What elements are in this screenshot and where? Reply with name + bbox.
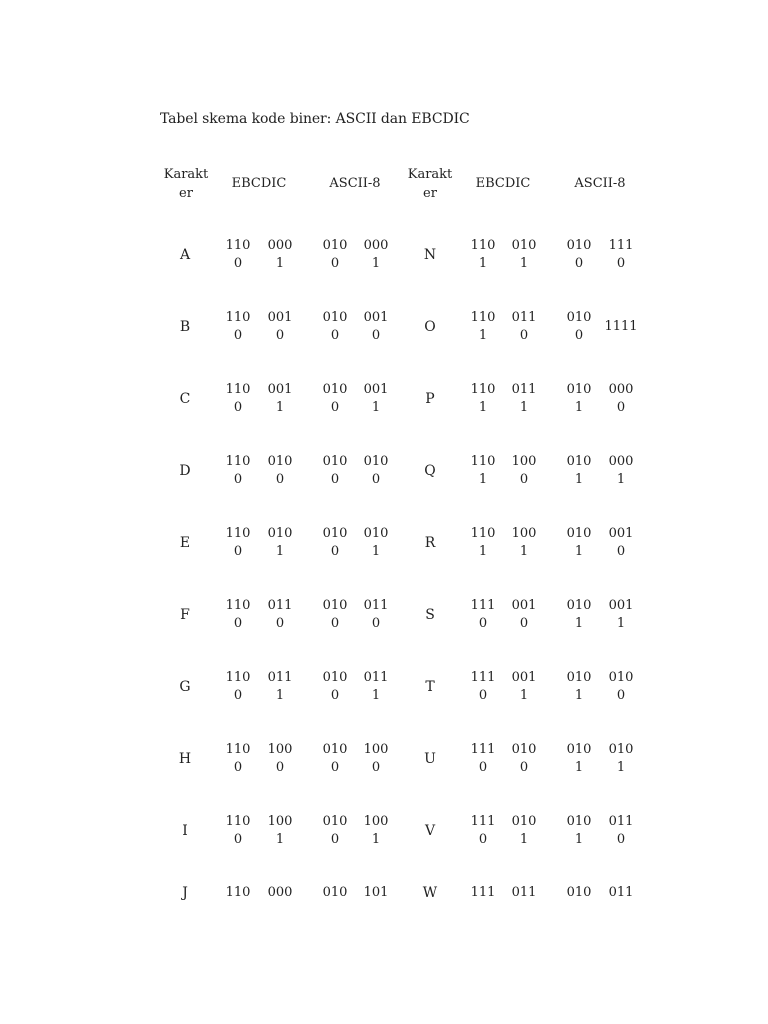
ascii-nibble-cell: 0011 xyxy=(608,598,634,631)
ascii-nibble-cell: 011 xyxy=(608,885,634,900)
ascii-nibble-cell: 0010 xyxy=(363,310,389,343)
header-ascii8-right: ASCII-8 xyxy=(574,176,626,191)
character-cell: N xyxy=(423,247,437,263)
header-ebcdic-left: EBCDIC xyxy=(231,176,287,191)
character-cell: V xyxy=(424,823,436,839)
ascii-nibble-cell: 0100 xyxy=(322,454,348,487)
ebcdic-nibble-cell: 0101 xyxy=(511,238,537,271)
ebcdic-nibble-cell: 0100 xyxy=(511,742,537,775)
character-cell: W xyxy=(422,885,438,901)
ebcdic-nibble-cell: 1101 xyxy=(470,526,496,559)
ebcdic-nibble-cell: 0010 xyxy=(511,598,537,631)
character-cell: Q xyxy=(424,463,436,479)
character-cell: C xyxy=(179,391,191,407)
ascii-nibble-cell: 0100 xyxy=(608,670,634,703)
header-karakter-right: Karakter xyxy=(407,167,453,201)
ascii-nibble-cell: 0100 xyxy=(322,670,348,703)
ebcdic-nibble-cell: 1000 xyxy=(511,454,537,487)
ebcdic-nibble-cell: 1101 xyxy=(470,382,496,415)
ascii-nibble-cell: 010 xyxy=(322,885,348,900)
ebcdic-nibble-cell: 1100 xyxy=(225,382,251,415)
character-cell: P xyxy=(425,391,435,407)
ebcdic-nibble-cell: 1000 xyxy=(267,742,293,775)
ebcdic-nibble-cell: 1101 xyxy=(470,454,496,487)
header-ebcdic-right: EBCDIC xyxy=(475,176,531,191)
ebcdic-nibble-cell: 1110 xyxy=(470,670,496,703)
ascii-nibble-cell: 1110 xyxy=(608,238,634,271)
ebcdic-nibble-cell: 0100 xyxy=(267,454,293,487)
ebcdic-nibble-cell: 0101 xyxy=(511,814,537,847)
ebcdic-nibble-cell: 0101 xyxy=(267,526,293,559)
ebcdic-nibble-cell: 1001 xyxy=(267,814,293,847)
ebcdic-nibble-cell: 0111 xyxy=(267,670,293,703)
ascii-nibble-cell: 1111 xyxy=(604,319,638,334)
character-cell: D xyxy=(179,463,191,479)
ascii-nibble-cell: 0000 xyxy=(608,382,634,415)
character-cell: I xyxy=(182,823,188,839)
ascii-nibble-cell: 1001 xyxy=(363,814,389,847)
ebcdic-nibble-cell: 1100 xyxy=(225,742,251,775)
ebcdic-nibble-cell: 0011 xyxy=(267,382,293,415)
ascii-nibble-cell: 0100 xyxy=(363,454,389,487)
ebcdic-nibble-cell: 1110 xyxy=(470,814,496,847)
ascii-nibble-cell: 0100 xyxy=(566,238,592,271)
ascii-nibble-cell: 0001 xyxy=(608,454,634,487)
ebcdic-nibble-cell: 1101 xyxy=(470,238,496,271)
ascii-nibble-cell: 0110 xyxy=(608,814,634,847)
character-cell: H xyxy=(178,751,192,767)
ascii-nibble-cell: 0001 xyxy=(363,238,389,271)
ebcdic-nibble-cell: 0111 xyxy=(511,382,537,415)
ascii-nibble-cell: 010 xyxy=(566,885,592,900)
ebcdic-nibble-cell: 110 xyxy=(225,885,251,900)
character-cell: S xyxy=(425,607,435,623)
ascii-nibble-cell: 0010 xyxy=(608,526,634,559)
page-title: Tabel skema kode biner: ASCII dan EBCDIC xyxy=(160,111,470,127)
ebcdic-nibble-cell: 1100 xyxy=(225,598,251,631)
ebcdic-nibble-cell: 0110 xyxy=(511,310,537,343)
ebcdic-nibble-cell: 1110 xyxy=(470,742,496,775)
character-cell: B xyxy=(179,319,191,335)
ascii-nibble-cell: 0101 xyxy=(566,526,592,559)
ascii-nibble-cell: 0100 xyxy=(322,310,348,343)
ascii-nibble-cell: 0100 xyxy=(322,526,348,559)
ascii-nibble-cell: 0100 xyxy=(322,598,348,631)
ebcdic-nibble-cell: 1110 xyxy=(470,598,496,631)
ascii-nibble-cell: 0100 xyxy=(322,238,348,271)
ebcdic-nibble-cell: 0110 xyxy=(267,598,293,631)
ascii-nibble-cell: 0100 xyxy=(322,742,348,775)
ascii-nibble-cell: 0100 xyxy=(322,382,348,415)
ebcdic-nibble-cell: 1001 xyxy=(511,526,537,559)
ascii-nibble-cell: 0101 xyxy=(566,814,592,847)
character-cell: G xyxy=(179,679,191,695)
ebcdic-nibble-cell: 0001 xyxy=(267,238,293,271)
character-cell: T xyxy=(425,679,435,695)
ascii-nibble-cell: 0100 xyxy=(322,814,348,847)
ebcdic-nibble-cell: 011 xyxy=(511,885,537,900)
character-cell: A xyxy=(179,247,191,263)
ebcdic-nibble-cell: 000 xyxy=(267,885,293,900)
ascii-nibble-cell: 0101 xyxy=(363,526,389,559)
ebcdic-nibble-cell: 1100 xyxy=(225,238,251,271)
ebcdic-nibble-cell: 1100 xyxy=(225,454,251,487)
ebcdic-nibble-cell: 0011 xyxy=(511,670,537,703)
ebcdic-nibble-cell: 1100 xyxy=(225,814,251,847)
ebcdic-nibble-cell: 1100 xyxy=(225,670,251,703)
character-cell: F xyxy=(180,607,190,623)
ebcdic-nibble-cell: 0010 xyxy=(267,310,293,343)
ebcdic-nibble-cell: 1101 xyxy=(470,310,496,343)
character-cell: J xyxy=(182,885,188,901)
character-cell: O xyxy=(424,319,436,335)
ascii-nibble-cell: 0101 xyxy=(566,382,592,415)
character-cell: R xyxy=(424,535,436,551)
ascii-nibble-cell: 101 xyxy=(363,885,389,900)
ascii-nibble-cell: 1000 xyxy=(363,742,389,775)
ascii-nibble-cell: 0111 xyxy=(363,670,389,703)
character-cell: U xyxy=(424,751,436,767)
ebcdic-nibble-cell: 1100 xyxy=(225,310,251,343)
ascii-nibble-cell: 0110 xyxy=(363,598,389,631)
ascii-nibble-cell: 0101 xyxy=(566,670,592,703)
header-karakter-left: Karakter xyxy=(163,167,209,201)
ascii-nibble-cell: 0101 xyxy=(566,454,592,487)
ascii-nibble-cell: 0101 xyxy=(566,742,592,775)
ascii-nibble-cell: 0101 xyxy=(566,598,592,631)
header-ascii8-left: ASCII-8 xyxy=(329,176,381,191)
ascii-nibble-cell: 0100 xyxy=(566,310,592,343)
character-cell: E xyxy=(179,535,191,551)
ebcdic-nibble-cell: 1100 xyxy=(225,526,251,559)
ebcdic-nibble-cell: 111 xyxy=(470,885,496,900)
ascii-nibble-cell: 0011 xyxy=(363,382,389,415)
ascii-nibble-cell: 0101 xyxy=(608,742,634,775)
